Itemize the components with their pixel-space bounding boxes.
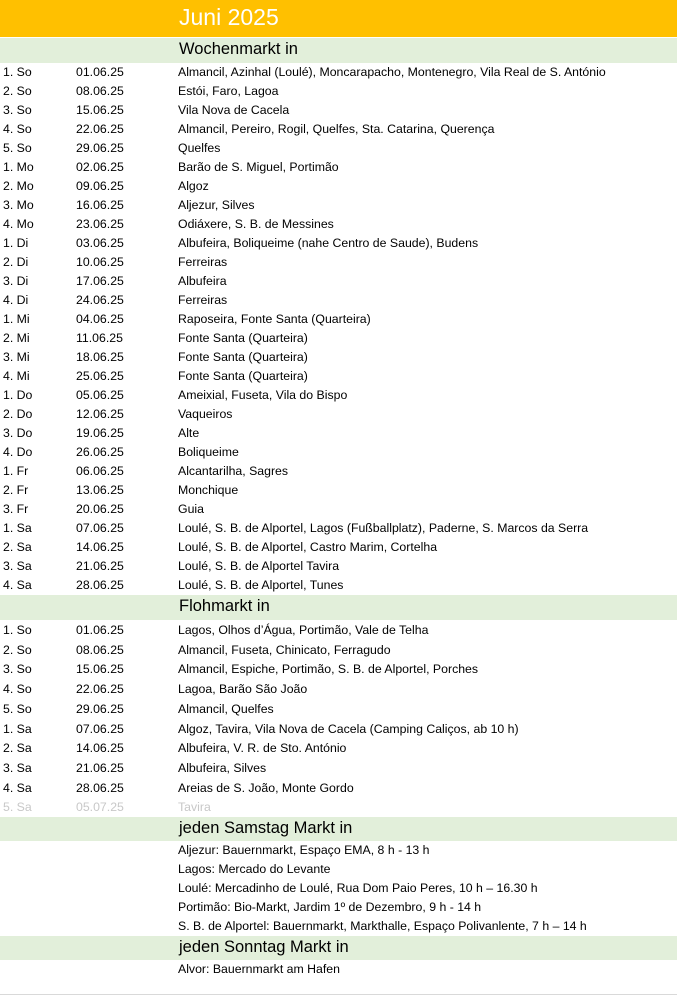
row-date: 06.06.25 [76, 464, 124, 478]
row-date: 20.06.25 [76, 502, 124, 516]
table-row [0, 158, 677, 177]
row-week-day: 5. So [3, 701, 32, 716]
section-title-samstag: jeden Samstag Markt in [179, 819, 353, 837]
row-date: 18.06.25 [76, 350, 124, 364]
row-locations: Ameixial, Fuseta, Vila do Bispo [178, 388, 348, 402]
row-date: 14.06.25 [76, 540, 124, 554]
table-row [0, 779, 677, 798]
bottom-divider [0, 994, 677, 995]
row-date: 17.06.25 [76, 274, 124, 288]
row-locations: Loulé, S. B. de Alportel, Lagos (Fußballplatz), Paderne, S. Marcos da Serra [178, 521, 589, 535]
row-locations: Quelfes [178, 141, 221, 155]
row-date: 08.06.25 [76, 642, 124, 657]
row-date: 11.06.25 [76, 331, 123, 345]
row-locations: Albufeira, Silves [178, 760, 267, 775]
row-week-day: 1. Do [3, 388, 33, 402]
row-locations: Alte [178, 426, 200, 440]
row-week-day: 3. Fr [3, 502, 29, 516]
table-row [0, 660, 677, 679]
row-date: 05.06.25 [76, 388, 124, 402]
row-week-day: 4. Do [3, 445, 33, 459]
title-bar [0, 0, 677, 37]
row-week-day: 4. Mi [3, 369, 30, 383]
row-locations: Almancil, Fuseta, Chinicato, Ferragudo [178, 642, 391, 657]
table-row [0, 82, 677, 101]
table-row [0, 576, 677, 595]
row-locations: Monchique [178, 483, 239, 497]
section-header-flohmarkt [0, 595, 677, 620]
table-row [0, 641, 677, 660]
row-date: 02.06.25 [76, 160, 124, 174]
row-week-day: 2. So [3, 642, 32, 657]
row-week-day: 1. So [3, 623, 32, 637]
row-week-day: 1. So [3, 65, 32, 79]
row-locations: Loulé, S. B. de Alportel, Tunes [178, 578, 344, 592]
row-locations: Almancil, Quelfes [178, 701, 274, 716]
row-week-day: 1. Sa [3, 721, 32, 736]
table-row [0, 367, 677, 386]
list-item: Loulé: Mercadinho de Loulé, Rua Dom Paio Peres, 10 h – 16.30 h [178, 881, 538, 895]
row-locations: Areias de S. João, Monte Gordo [178, 780, 354, 795]
row-date: 05.07.25 [76, 800, 124, 815]
row-week-day: 4. Mo [3, 217, 34, 231]
row-locations: Almancil, Pereiro, Rogil, Quelfes, Sta. Catarina, Querença [178, 122, 495, 136]
row-date: 23.06.25 [76, 217, 124, 231]
row-locations: Alcantarilha, Sagres [178, 464, 289, 478]
row-locations: Barão de S. Miguel, Portimão [178, 160, 339, 174]
table-row [0, 329, 677, 348]
row-locations: Lagos, Olhos d’Água, Portimão, Vale de Telha [178, 623, 429, 637]
row-week-day: 5. So [3, 141, 32, 155]
list-item: Alvor: Bauernmarkt am Hafen [178, 962, 340, 976]
table-row [0, 519, 677, 538]
section-header-wochenmarkt [0, 38, 677, 63]
table-row [0, 291, 677, 310]
row-week-day: 4. So [3, 122, 32, 136]
table-row [0, 215, 677, 234]
row-locations: Algoz [178, 179, 209, 193]
row-locations: Ferreiras [178, 293, 228, 307]
row-date: 01.06.25 [76, 623, 124, 637]
row-locations: Lagoa, Barão São João [178, 682, 308, 697]
row-week-day: 4. Di [3, 293, 29, 307]
row-locations: Loulé, S. B. de Alportel Tavira [178, 559, 340, 573]
row-locations: Vila Nova de Cacela [178, 103, 290, 117]
row-date: 24.06.25 [76, 293, 124, 307]
list-item: Portimão: Bio-Markt, Jardim 1º de Dezembro, 9 h - 14 h [178, 900, 482, 914]
list-item: S. B. de Alportel: Bauernmarkt, Markthalle, Espaço Polivanlente, 7 h – 14 h [178, 919, 587, 933]
table-row [0, 253, 677, 272]
table-row [0, 739, 677, 758]
table-row [0, 177, 677, 196]
row-date: 07.06.25 [76, 721, 124, 736]
row-date: 28.06.25 [76, 578, 124, 592]
row-date: 09.06.25 [76, 179, 124, 193]
table-row [0, 405, 677, 424]
row-week-day: 3. Mi [3, 350, 30, 364]
row-week-day: 2. Sa [3, 741, 32, 756]
row-locations: Tavira [178, 800, 211, 815]
row-date: 28.06.25 [76, 780, 124, 795]
table-row [0, 101, 677, 120]
row-date: 15.06.25 [76, 103, 124, 117]
row-week-day: 1. Mo [3, 160, 34, 174]
row-date: 21.06.25 [76, 559, 124, 573]
row-week-day: 2. Do [3, 407, 33, 421]
row-date: 08.06.25 [76, 84, 124, 98]
row-date: 14.06.25 [76, 741, 124, 756]
table-row [0, 798, 677, 817]
row-week-day: 4. So [3, 682, 32, 697]
row-date: 03.06.25 [76, 236, 124, 250]
row-week-day: 1. Di [3, 236, 29, 250]
row-date: 04.06.25 [76, 312, 124, 326]
row-week-day: 1. Mi [3, 312, 30, 326]
table-row [0, 424, 677, 443]
row-date: 21.06.25 [76, 760, 124, 775]
row-date: 26.06.25 [76, 445, 124, 459]
row-locations: Odiáxere, S. B. de Messines [178, 217, 334, 231]
row-date: 19.06.25 [76, 426, 124, 440]
table-row [0, 700, 677, 719]
table-row [0, 139, 677, 158]
row-date: 15.06.25 [76, 662, 124, 677]
row-locations: Fonte Santa (Quarteira) [178, 369, 308, 383]
table-row [0, 557, 677, 576]
table-row [0, 538, 677, 557]
row-week-day: 2. Mo [3, 179, 34, 193]
row-week-day: 3. Di [3, 274, 29, 288]
row-week-day: 2. Di [3, 255, 29, 269]
row-date: 13.06.25 [76, 483, 124, 497]
row-locations: Aljezur, Silves [178, 198, 255, 212]
row-locations: Raposeira, Fonte Santa (Quarteira) [178, 312, 371, 326]
table-row [0, 120, 677, 139]
row-locations: Fonte Santa (Quarteira) [178, 350, 308, 364]
row-week-day: 3. Sa [3, 760, 32, 775]
row-week-day: 2. So [3, 84, 32, 98]
table-row [0, 310, 677, 329]
row-locations: Loulé, S. B. de Alportel, Castro Marim, Cortelha [178, 540, 438, 554]
row-locations: Estói, Faro, Lagoa [178, 84, 279, 98]
row-locations: Albufeira [178, 274, 227, 288]
row-week-day: 1. Fr [3, 464, 29, 478]
row-locations: Ferreiras [178, 255, 228, 269]
list-item: Aljezur: Bauernmarkt, Espaço EMA, 8 h - 13 h [178, 843, 430, 857]
section-title-wochenmarkt: Wochenmarkt in [179, 40, 298, 58]
row-week-day: 2. Mi [3, 331, 30, 345]
row-locations: Albufeira, Boliqueime (nahe Centro de Saude), Budens [178, 236, 479, 250]
row-date: 22.06.25 [76, 122, 124, 136]
table-row [0, 680, 677, 699]
row-locations: Albufeira, V. R. de Sto. António [178, 741, 347, 756]
section-header-samstag [0, 817, 677, 841]
row-week-day: 2. Sa [3, 540, 32, 554]
row-locations: Almancil, Azinhal (Loulé), Moncarapacho, Montenegro, Vila Real de S. António [178, 65, 606, 79]
row-date: 25.06.25 [76, 369, 124, 383]
table-row [0, 272, 677, 291]
row-date: 12.06.25 [76, 407, 124, 421]
table-row [0, 621, 677, 640]
row-date: 07.06.25 [76, 521, 124, 535]
row-date: 22.06.25 [76, 682, 124, 697]
section-header-sonntag [0, 936, 677, 960]
row-week-day: 3. Do [3, 426, 33, 440]
row-date: 29.06.25 [76, 141, 124, 155]
row-locations: Vaqueiros [178, 407, 233, 421]
row-week-day: 3. Sa [3, 559, 32, 573]
table-row [0, 63, 677, 82]
table-row [0, 386, 677, 405]
table-row [0, 720, 677, 739]
table-row [0, 234, 677, 253]
row-week-day: 3. So [3, 103, 32, 117]
table-row [0, 196, 677, 215]
section-title-flohmarkt: Flohmarkt in [179, 597, 270, 615]
table-row [0, 348, 677, 367]
list-item: Lagos: Mercado do Levante [178, 862, 331, 876]
row-week-day: 4. Sa [3, 780, 32, 795]
row-date: 16.06.25 [76, 198, 124, 212]
table-row [0, 443, 677, 462]
row-locations: Boliqueime [178, 445, 239, 459]
row-date: 10.06.25 [76, 255, 124, 269]
row-week-day: 3. Mo [3, 198, 34, 212]
row-date: 29.06.25 [76, 701, 124, 716]
table-row [0, 500, 677, 519]
row-date: 01.06.25 [76, 65, 124, 79]
table-row [0, 481, 677, 500]
row-locations: Algoz, Tavira, Vila Nova de Cacela (Camping Caliços, ab 10 h) [178, 721, 519, 736]
table-row [0, 462, 677, 481]
row-locations: Almancil, Espiche, Portimão, S. B. de Alportel, Porches [178, 662, 479, 677]
section-title-sonntag: jeden Sonntag Markt in [179, 938, 349, 956]
row-week-day: 2. Fr [3, 483, 29, 497]
row-locations: Guia [178, 502, 204, 516]
row-week-day: 4. Sa [3, 578, 32, 592]
page-title: Juni 2025 [179, 4, 279, 30]
row-locations: Fonte Santa (Quarteira) [178, 331, 308, 345]
table-row [0, 759, 677, 778]
row-week-day: 3. So [3, 662, 32, 677]
row-week-day: 1. Sa [3, 521, 32, 535]
row-week-day: 5. Sa [3, 800, 32, 815]
